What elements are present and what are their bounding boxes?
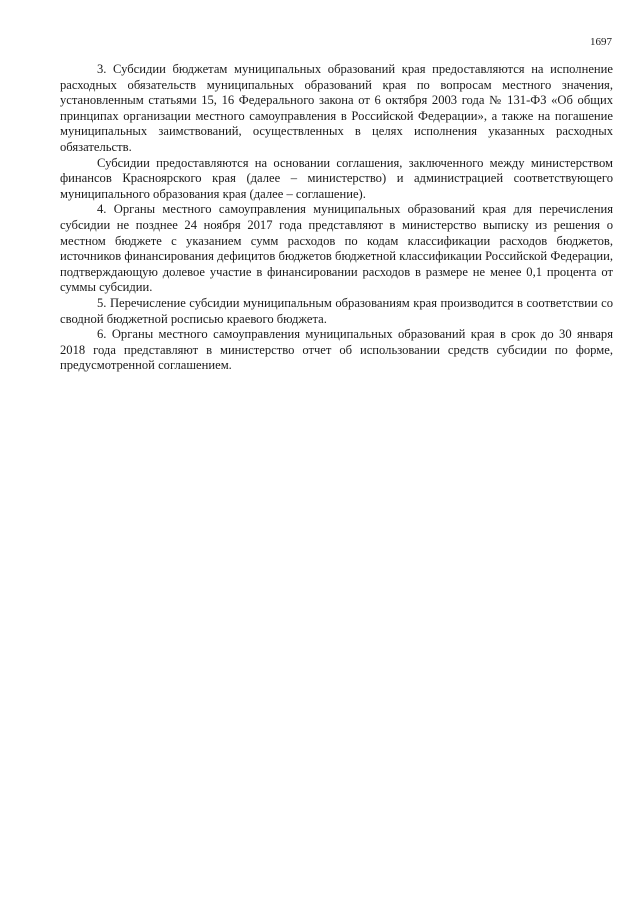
paragraph-clause-6: 6. Органы местного самоуправления муниципальных образований края в срок до 30 января 2018 года представляют в министерство отчет об использовании средств субсидии по форме, предусмотренной соглашением. (60, 327, 613, 373)
page-number: 1697 (590, 36, 612, 48)
document-body (60, 62, 613, 374)
paragraph-clause-5: 5. Перечисление субсидии муниципальным образованиям края производится в соответствии со сводной бюджетной росписью краевого бюджета. (60, 295, 613, 326)
paragraph-clause-3: 3. Субсидии бюджетам муниципальных образований края предоставляются на исполнение расходных обязательств муниципальных образований края по вопросам местного значения, установленным статьями 15, 16 Федерального закона от 6 октября 2003 года № 131-ФЗ «Об общих принципах организации местного самоуправления в Российской Федерации», а также на погашение муниципальных заимствований, осуществленных в целях исполнения указанных расходных обязательств. (60, 62, 613, 154)
paragraph-clause-4: 4. Органы местного самоуправления муниципальных образований края для перечисления субсидии не позднее 24 ноября 2017 года представляют в министерство выписку из решения о местном бюджете с указанием сумм расходов по кодам классификации расходов бюджетов, источников финансирования дефицитов бюджетов бюджетной классификации Российской Федерации, подтверждающую долевое участие в финансировании расходов в размере не менее 0,1 процента от суммы субсидии. (60, 202, 613, 295)
paragraph-subsidy-agreement: Субсидии предоставляются на основании соглашения, заключенного между министерством финансов Красноярского края (далее – министерство) и администрацией соответствующего муниципального образования края (далее – соглашение). (60, 155, 613, 201)
